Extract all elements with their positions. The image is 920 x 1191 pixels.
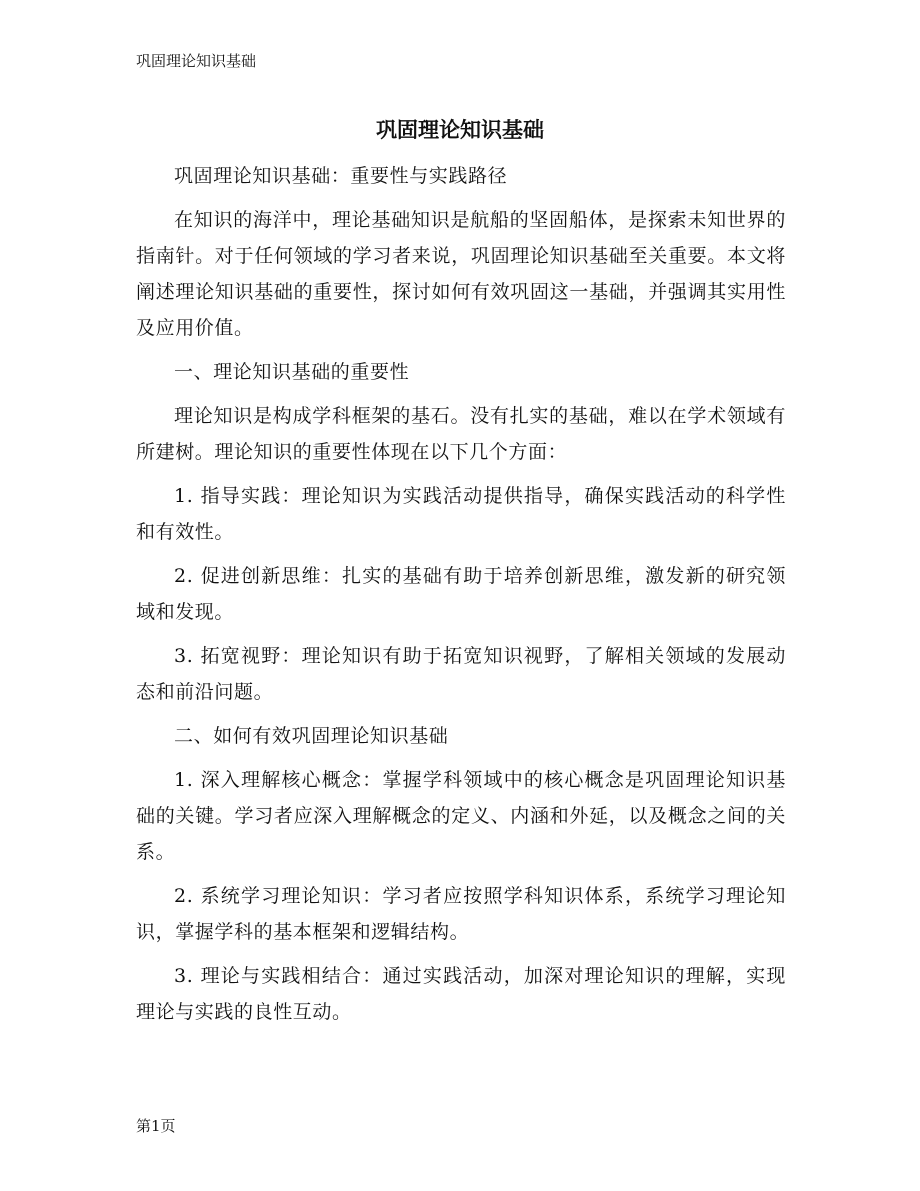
section-heading-2: 二、如何有效巩固理论知识基础	[174, 725, 449, 747]
document-body	[136, 158, 786, 1038]
list-item-systematic-learning: 2. 系统学习理论知识：学习者应按照学科知识体系，系统学习理论知识，掌握学科的基本框架和逻辑结构。	[136, 885, 786, 943]
section-heading-1: 一、理论知识基础的重要性	[174, 361, 410, 383]
list-item-innovation: 2. 促进创新思维：扎实的基础有助于培养创新思维，激发新的研究领域和发现。	[136, 565, 786, 623]
intro-paragraph: 在知识的海洋中，理论基础知识是航船的坚固船体，是探索未知世界的指南针。对于任何领域的学习者来说，巩固理论知识基础至关重要。本文将阐述理论知识基础的重要性，探讨如何有效巩固这一基础，并强调其实用性及应用价值。	[136, 209, 786, 339]
page-number: 第1页	[136, 1117, 176, 1135]
list-item-core-concepts: 1. 深入理解核心概念：掌握学科领域中的核心概念是巩固理论知识基础的关键。学习者应深入理解概念的定义、内涵和外延，以及概念之间的关系。	[136, 769, 786, 863]
list-item-broaden-view: 3. 拓宽视野：理论知识有助于拓宽知识视野，了解相关领域的发展动态和前沿问题。	[136, 645, 786, 703]
list-item-guide-practice: 1. 指导实践：理论知识为实践活动提供指导，确保实践活动的科学性和有效性。	[136, 485, 786, 543]
section-1-paragraph: 理论知识是构成学科框架的基石。没有扎实的基础，难以在学术领域有所建树。理论知识的重要性体现在以下几个方面：	[136, 405, 786, 463]
list-item-theory-practice: 3. 理论与实践相结合：通过实践活动，加深对理论知识的理解，实现理论与实践的良性互动。	[136, 965, 786, 1023]
document-title: 巩固理论知识基础	[376, 118, 544, 142]
subtitle-paragraph: 巩固理论知识基础：重要性与实践路径	[174, 165, 508, 187]
page-header: 巩固理论知识基础	[136, 52, 257, 70]
